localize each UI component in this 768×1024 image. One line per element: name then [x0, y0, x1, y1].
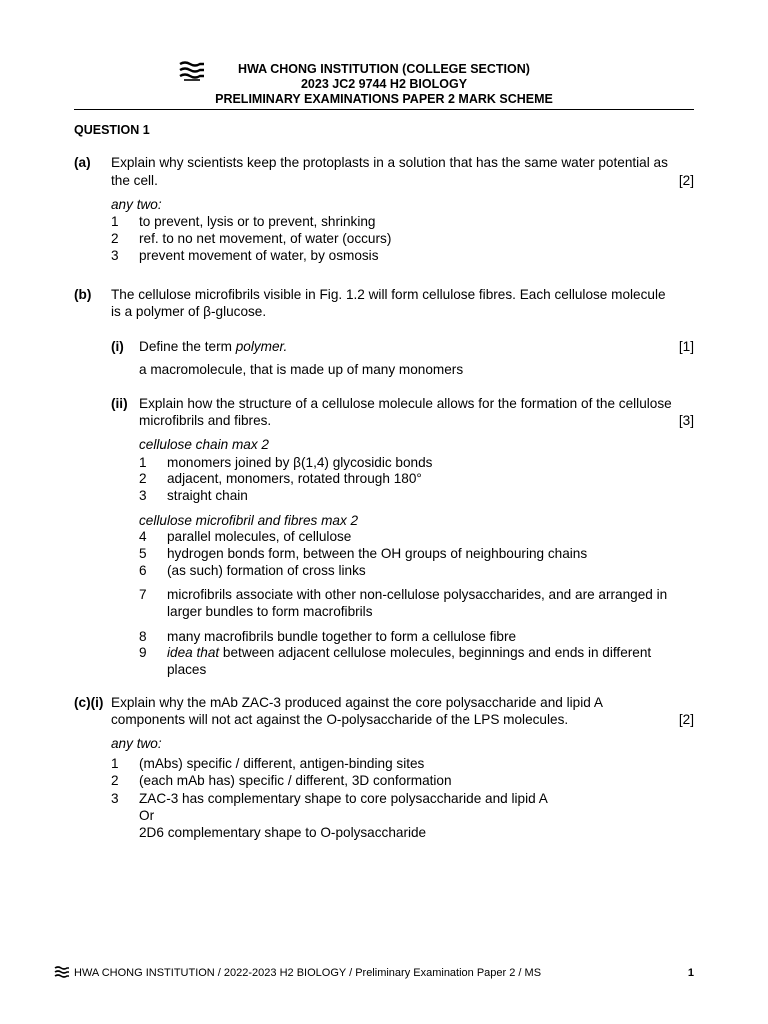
point-text: ZAC-3 has complementary shape to core polysaccharide and lipid A [139, 791, 548, 806]
point-text: (mAbs) specific / different, antigen-binding sites [139, 756, 425, 771]
point-number: 5 [139, 546, 147, 561]
part-b-i-answer: a macromolecule, that is made up of many monomers [139, 362, 464, 377]
point-text: hydrogen bonds form, between the OH groups of neighbouring chains [167, 546, 588, 561]
point-number: 1 [139, 455, 147, 470]
point-text: monomers joined by β(1,4) glycosidic bonds [167, 455, 433, 470]
part-b-ii-label: (ii) [111, 396, 128, 411]
point-text: ref. to no net movement, of water (occurs) [139, 231, 392, 246]
microfibril-heading: cellulose microfibril and fibres max 2 [139, 513, 359, 528]
point-8-text: many macrofibrils bundle together to form a cellulose fibre [167, 629, 517, 644]
point-7-text-line-1: microfibrils associate with other non-cellulose polysaccharides, and are arranged in [167, 587, 668, 602]
point-text: (each mAb has) specific / different, 3D conformation [139, 773, 452, 788]
part-c-i-any-two: any two: [111, 736, 162, 751]
point-9-text-line-1 [167, 645, 651, 660]
part-a-question-line-1: Explain why scientists keep the protoplasts in a solution that has the same water potential as [111, 155, 668, 170]
point-text: prevent movement of water, by osmosis [139, 248, 379, 263]
point-7-text-line-2: larger bundles to form macrofibrils [167, 604, 373, 619]
point-number: 1 [111, 756, 119, 771]
point-text: adjacent, monomers, rotated through 180° [167, 471, 422, 486]
point-number: 8 [139, 629, 147, 644]
point-number: 3 [111, 791, 119, 806]
part-c-i-or: Or [139, 808, 155, 823]
part-b-i-label: (i) [111, 339, 124, 354]
point-9-text: between adjacent cellulose molecules, beginnings and ends in different [219, 645, 652, 660]
point-number: 2 [111, 773, 119, 788]
part-b-ii-question-line-2: microfibrils and fibres. [139, 413, 272, 428]
part-b-i-question [139, 339, 287, 354]
point-number: 3 [111, 248, 119, 263]
point-number: 2 [139, 471, 147, 486]
point-number: 3 [139, 488, 147, 503]
point-text: (as such) formation of cross links [167, 563, 366, 578]
part-a-label: (a) [74, 155, 91, 170]
footer-logo [54, 966, 70, 979]
part-b-ii-marks: [3] [678, 413, 694, 428]
footer-page-number: 1 [687, 967, 694, 979]
point-number: 4 [139, 529, 147, 544]
header-line-2: 2023 JC2 9744 H2 BIOLOGY [300, 77, 468, 91]
footer-text: HWA CHONG INSTITUTION / 2022-2023 H2 BIOLOGY / Preliminary Examination Paper 2 / MS [74, 967, 542, 979]
header-line-3: PRELIMINARY EXAMINATIONS PAPER 2 MARK SCHEME [215, 92, 553, 106]
point-number: 1 [111, 214, 119, 229]
part-c-i-question-line-2: components will not act against the O-polysaccharide of the LPS molecules. [111, 712, 569, 727]
point-number: 2 [111, 231, 119, 246]
part-b-i-question-term: polymer. [235, 339, 288, 354]
part-b-label: (b) [74, 287, 92, 302]
point-text: to prevent, lysis or to prevent, shrinking [139, 214, 376, 229]
part-c-i-marks: [2] [678, 712, 694, 727]
point-text: straight chain [167, 488, 248, 503]
point-text: parallel molecules, of cellulose [167, 529, 352, 544]
part-c-i-label: (c)(i) [74, 695, 104, 710]
part-a-marks: [2] [678, 173, 694, 188]
question-title: QUESTION 1 [74, 123, 150, 137]
point-9-idea-that: idea that [167, 645, 220, 660]
header-line-1: HWA CHONG INSTITUTION (COLLEGE SECTION) [238, 62, 530, 76]
part-c-i-question-line-1: Explain why the mAb ZAC-3 produced against the core polysaccharide and lipid A [111, 695, 603, 710]
point-9-text-line-2: places [167, 662, 207, 677]
header-rule [74, 109, 694, 110]
part-b-i-marks: [1] [678, 339, 694, 354]
part-a-question-line-2: the cell. [111, 173, 158, 188]
part-a-any-two: any two: [111, 197, 162, 212]
point-number: 9 [139, 645, 147, 660]
part-b-ii-question-line-1: Explain how the structure of a cellulose molecule allows for the formation of the cellulose [139, 396, 672, 411]
point-number: 6 [139, 563, 147, 578]
part-b-question-line-1: The cellulose microfibrils visible in Fig. 1.2 will form cellulose fibres. Each cellulose molecule [111, 287, 666, 302]
part-b-i-question-text: Define the term [139, 339, 236, 354]
cellulose-chain-heading: cellulose chain max 2 [139, 437, 269, 452]
part-c-i-alternative: 2D6 complementary shape to O-polysaccharide [139, 825, 427, 840]
point-number: 7 [139, 587, 147, 602]
part-b-question-line-2: is a polymer of β-glucose. [111, 304, 267, 319]
